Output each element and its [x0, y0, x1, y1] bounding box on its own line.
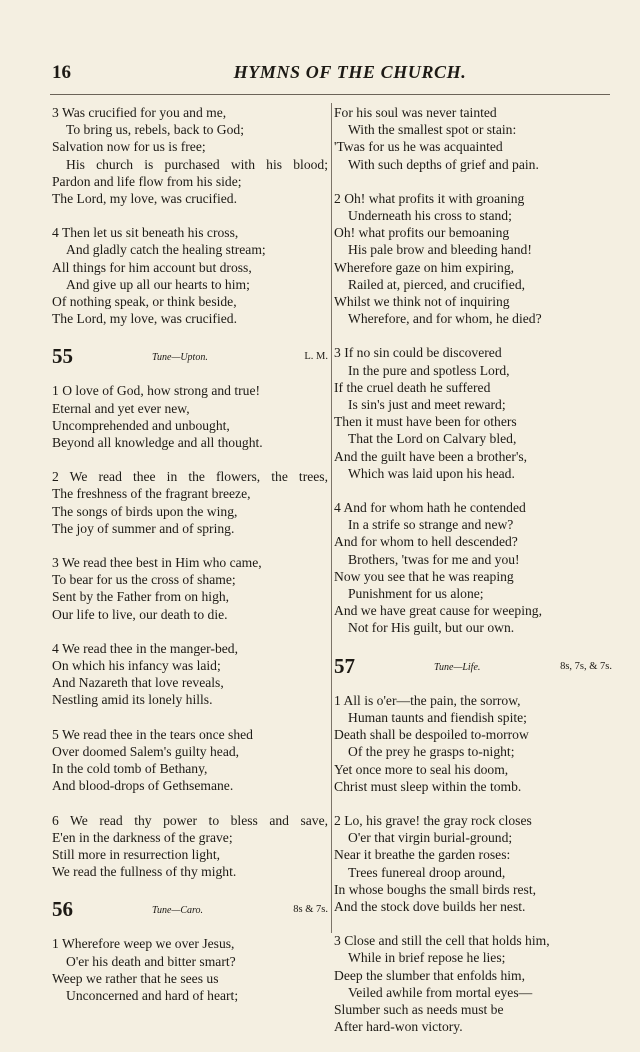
- verse-line: All things for him account but dross,: [52, 259, 252, 275]
- verse-line: In whose boughs the small birds rest,: [334, 881, 536, 897]
- verse: [52, 554, 328, 623]
- verse: [52, 104, 328, 207]
- verse-line: With the smallest spot or stain:: [348, 122, 517, 138]
- verse-line: Brothers, 'twas for me and you!: [348, 551, 520, 567]
- verse-line: Oh! what profits our bemoaning: [334, 225, 510, 241]
- verse: [334, 812, 612, 915]
- running-title: HYMNS OF THE CHURCH.: [233, 62, 467, 82]
- verse-line: Punishment for us alone;: [348, 586, 484, 602]
- verse-line: Sent by the Father from on high,: [52, 589, 230, 605]
- verse-line: In a strife so strange and new?: [348, 517, 514, 533]
- verse-line: Then it must have been for others: [334, 414, 517, 430]
- verse-line: And give up all our hearts to him;: [66, 276, 250, 292]
- hymn-tune: Tune—Caro.: [152, 905, 204, 917]
- verse-line: If the cruel death he suffered: [334, 379, 491, 395]
- hymn-heading: [52, 897, 328, 925]
- verse-line: 4 We read thee in the manger-bed,: [52, 640, 238, 656]
- verse-line: Still more in resurrection light,: [52, 846, 221, 862]
- verse-line: Our life to live, our death to die.: [52, 606, 228, 622]
- verse-line: 4 Then let us sit beneath his cross,: [52, 225, 239, 241]
- verse-line: 3 If no sin could be discovered: [334, 345, 502, 361]
- verse-line: The songs of birds upon the wing,: [52, 503, 238, 519]
- verse-line: That the Lord on Calvary bled,: [348, 431, 517, 447]
- verse-line: Over doomed Salem's guilty head,: [52, 743, 240, 759]
- verse-line: O'er his death and bitter smart?: [66, 953, 236, 969]
- verse-line: On which his infancy was laid;: [52, 658, 221, 674]
- verse: [52, 468, 328, 537]
- hymn-heading: [334, 654, 612, 682]
- left-column: [52, 104, 328, 1021]
- verse-line: Pardon and life flow from his side;: [52, 173, 242, 189]
- verse-line: Railed at, pierced, and crucified,: [348, 276, 526, 292]
- verse: [334, 190, 612, 328]
- verse-line: Now you see that he was reaping: [334, 568, 514, 584]
- verse-line: The freshness of the fragrant breeze,: [52, 486, 251, 502]
- verse-line: 5 We read thee in the tears once shed: [52, 726, 253, 742]
- verse-line: Is sin's just and meet reward;: [348, 397, 506, 413]
- verse-line: Slumber such as needs must be: [334, 1001, 504, 1017]
- verse: [52, 382, 328, 451]
- page-header: [0, 62, 640, 86]
- verse-line: And gladly catch the healing stream;: [66, 242, 266, 258]
- hymn-meter: L. M.: [304, 351, 328, 363]
- verse: [334, 344, 612, 482]
- verse-line: In the pure and spotless Lord,: [348, 362, 510, 378]
- verse-line: E'en in the darkness of the grave;: [52, 829, 233, 845]
- verse-line: The Lord, my love, was crucified.: [52, 311, 237, 327]
- verse-line: After hard-won victory.: [334, 1019, 463, 1035]
- verse: [52, 812, 328, 881]
- verse-line: Weep we rather that he sees us: [52, 970, 219, 986]
- verse-line: Deep the slumber that enfolds him,: [334, 967, 526, 983]
- verse-line: Uncomprehended and unbought,: [52, 417, 230, 433]
- verse-line: The joy of summer and of spring.: [52, 520, 235, 536]
- verse-line: To bring us, rebels, back to God;: [66, 122, 244, 138]
- verse-line: Salvation now for us is free;: [52, 139, 206, 155]
- verse-line: Wherefore gaze on him expiring,: [334, 259, 515, 275]
- verse-line: 2 Lo, his grave! the gray rock closes: [334, 812, 532, 828]
- verse-line: And the stock dove builds her nest.: [334, 898, 526, 914]
- verse-line: Eternal and yet ever new,: [52, 400, 190, 416]
- verse-line: Near it breathe the garden roses:: [334, 847, 511, 863]
- verse-line: And blood-drops of Gethsemane.: [52, 778, 234, 794]
- hymn-tune: Tune—Upton.: [152, 352, 208, 364]
- verse-line: 1 Wherefore weep we over Jesus,: [52, 936, 235, 952]
- verse-line: 4 And for whom hath he contended: [334, 500, 526, 516]
- verse: [52, 726, 328, 795]
- verse-line: In the cold tomb of Bethany,: [52, 761, 208, 777]
- verse-line: Which was laid upon his head.: [348, 465, 515, 481]
- header-rule: [50, 94, 610, 95]
- verse-line: We read the fullness of thy might.: [52, 864, 237, 880]
- verse-line: With such depths of grief and pain.: [348, 156, 539, 172]
- verse-line: Of nothing speak, or think beside,: [52, 294, 237, 310]
- hymn-meter: 8s, 7s, & 7s.: [560, 660, 612, 672]
- verse-line: Whilst we think not of inquiring: [334, 294, 510, 310]
- verse-line: For his soul was never tainted: [334, 105, 497, 120]
- verse-line: 3 Was crucified for you and me,: [52, 105, 227, 120]
- hymn-heading: [52, 344, 328, 372]
- verse-line: His church is purchased with his blood;: [66, 156, 328, 172]
- verse-line: And Nazareth that love reveals,: [52, 675, 224, 691]
- hymn-number: 57: [334, 653, 355, 678]
- verse-line: Death shall be despoiled to-morrow: [334, 727, 529, 743]
- hymn-number: 56: [52, 897, 73, 922]
- verse-line: And for whom to hell descended?: [334, 534, 518, 550]
- verse-line: O'er that virgin burial-ground;: [348, 830, 513, 846]
- verse: [334, 104, 612, 173]
- verse-line: Beyond all knowledge and all thought.: [52, 435, 263, 451]
- verse-line: 6 We read thy power to bless and save,: [52, 812, 328, 828]
- verse-line: Veiled awhile from mortal eyes—: [348, 984, 533, 1000]
- verse: [334, 499, 612, 637]
- verse-line: 3 We read thee best in Him who came,: [52, 555, 262, 571]
- verse-line: Of the prey he grasps to-night;: [348, 744, 515, 760]
- verse-line: To bear for us the cross of shame;: [52, 572, 236, 588]
- verse: [334, 932, 612, 1035]
- verse-line: Nestling amid its lonely hills.: [52, 692, 213, 708]
- verse: [52, 640, 328, 709]
- verse: [52, 935, 328, 1004]
- verse-line: 1 All is o'er—the pain, the sorrow,: [334, 692, 521, 708]
- verse-line: 3 Close and still the cell that holds him,: [334, 933, 550, 949]
- hymn-meter: 8s & 7s.: [293, 904, 328, 916]
- verse-line: Unconcerned and hard of heart;: [66, 987, 239, 1003]
- verse-line: The Lord, my love, was crucified.: [52, 191, 237, 207]
- verse-line: 2 We read thee in the flowers, the trees,: [52, 469, 328, 485]
- page-number: 16: [52, 62, 71, 83]
- verse-line: Yet once more to seal his doom,: [334, 761, 509, 777]
- verse-line: And we have great cause for weeping,: [334, 603, 542, 619]
- verse-line: 1 O love of God, how strong and true!: [52, 383, 261, 399]
- verse-line: 2 Oh! what profits it with groaning: [334, 190, 525, 206]
- hymn-number: 55: [52, 344, 73, 369]
- verse-line: And the guilt have been a brother's,: [334, 448, 528, 464]
- verse: [52, 224, 328, 327]
- verse-line: His pale brow and bleeding hand!: [348, 242, 532, 258]
- right-column: [334, 104, 612, 1052]
- verse-line: Human taunts and fiendish spite;: [348, 709, 527, 725]
- verse-line: Underneath his cross to stand;: [348, 208, 512, 224]
- column-divider: [331, 103, 332, 933]
- verse-line: While in brief repose he lies;: [348, 950, 506, 966]
- verse-line: Not for His guilt, but our own.: [348, 620, 515, 636]
- hymn-tune: Tune—Life.: [434, 661, 481, 673]
- verse: [334, 692, 612, 795]
- verse-line: Christ must sleep within the tomb.: [334, 778, 522, 794]
- verse-line: Trees funereal droop around,: [348, 864, 506, 880]
- verse-line: Wherefore, and for whom, he died?: [348, 311, 542, 327]
- verse-line: 'Twas for us he was acquainted: [334, 139, 503, 155]
